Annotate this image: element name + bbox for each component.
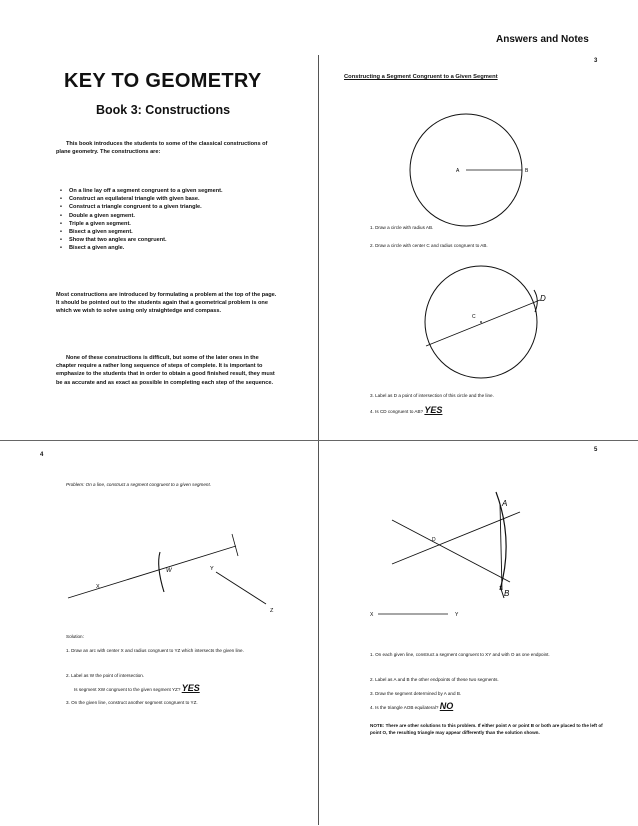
problem-statement: Problem: On a line, construct a segment congruent to a given segment. (66, 482, 212, 487)
p3-step-4-question: 4. Is CD congruent to AB? (370, 409, 424, 414)
p4-step-2: 2. Label as W the point of intersection. (66, 673, 145, 678)
page-number-3: 3 (594, 58, 598, 64)
p5-step-2: 2. Label as A and B the other endpoints of these two segments. (370, 677, 499, 682)
given-line (426, 300, 540, 346)
segment-yz (216, 572, 266, 604)
section-title: Constructing a Segment Congruent to a Given Segment (344, 74, 498, 80)
p5-step-4-question: 4. Is the triangle AOB equilateral? (370, 705, 439, 710)
label-a: A (456, 168, 460, 174)
list-item: • Bisect a given segment. (60, 228, 272, 236)
p4-step-3: 3. On the given line, construct another segment congruent to YZ. (66, 700, 198, 705)
p4-step-2b-answer: YES (181, 683, 200, 693)
list-item: • Construct a triangle congruent to a given triangle. (60, 203, 272, 211)
page5-label-a: A (502, 499, 508, 508)
page5-label-d: D (432, 537, 436, 543)
list-item: • On a line lay off a segment congruent to a given segment. (60, 187, 272, 195)
page5-label-b: B (504, 589, 510, 598)
label-b: B (525, 168, 529, 174)
page4-label-z: Z (270, 608, 274, 614)
book-title: KEY TO GEOMETRY (64, 70, 262, 92)
page4-tick (232, 534, 238, 556)
p3-step-1: 1. Draw a circle with radius AB. (370, 225, 434, 230)
paragraph-2-text: Most constructions are introduced by formulating a problem at the top of the page. It should be pointed out to the students again that a geometrical problem is one which we wish to solve using only straightedge and compass. (56, 292, 277, 315)
list-item: • Double a given segment. (60, 212, 272, 220)
page5-label-x: X (370, 612, 374, 618)
page5-label-y: Y (455, 612, 459, 618)
intro-text: This book introduces the students to some of the classical constructions of plane geometry. The constructions are: (56, 141, 268, 156)
p3-step-4 (370, 407, 610, 415)
list-item: • Bisect a given angle. (60, 244, 272, 252)
p3-step-4-answer: YES (424, 405, 443, 415)
point-c (480, 321, 482, 323)
book-subtitle: Book 3: Constructions (96, 103, 231, 117)
page-number-5: 5 (594, 447, 598, 453)
p5-step-3: 3. Draw the segment determined by A and B. (370, 691, 462, 696)
page-number-4: 4 (40, 452, 44, 458)
page4-label-x: X (96, 584, 100, 590)
list-item: • Construct an equilateral triangle with given base. (60, 195, 272, 203)
page4-given-line (68, 546, 236, 598)
p4-step-1: 1. Draw an arc with center X and radius congruent to YZ which intersects the given line. (66, 648, 244, 653)
page4-label-w: W (166, 568, 172, 574)
list-item: • Triple a given segment. (60, 220, 272, 228)
solution-label: Solution: (66, 634, 84, 639)
page4-arc (159, 552, 164, 592)
label-c: C (472, 314, 476, 320)
header-title: Answers and Notes (496, 34, 589, 45)
paragraph-3-text: None of these constructions is difficult, but some of the later ones in the chapter require a rather long sequence of steps of complete. It is important to emphasize to the students that in order to obtain a good finished result, they must be as accurate and as exact as possible in completing each step of the sequence. (56, 355, 275, 386)
p5-note: NOTE: There are other solutions to this problem. If either point A or point B or both are placed to the left of point O, the resulting triangle may appear differently than the solution shown. (370, 723, 603, 735)
list-item: • Show that two angles are congruent. (60, 236, 272, 244)
p5-step-4 (370, 703, 606, 711)
label-d: D (540, 294, 546, 303)
p5-step-4-answer: NO (439, 701, 454, 711)
p3-step-2: 2. Draw a circle with center C and radius congruent to AB. (370, 243, 488, 248)
p5-step-1: 1. On each given line, construct a segment congruent to XY and with O as one endpoint. (370, 652, 550, 657)
p4-step-2b (74, 685, 304, 693)
p4-step-2b-question: Is segment XW congruent to the given segment YZ? (74, 687, 181, 692)
page4-label-y: Y (210, 566, 214, 572)
page5-line-1 (392, 520, 510, 582)
p3-step-3: 3. Label as D a point of intersection of this circle and the line. (370, 393, 494, 398)
